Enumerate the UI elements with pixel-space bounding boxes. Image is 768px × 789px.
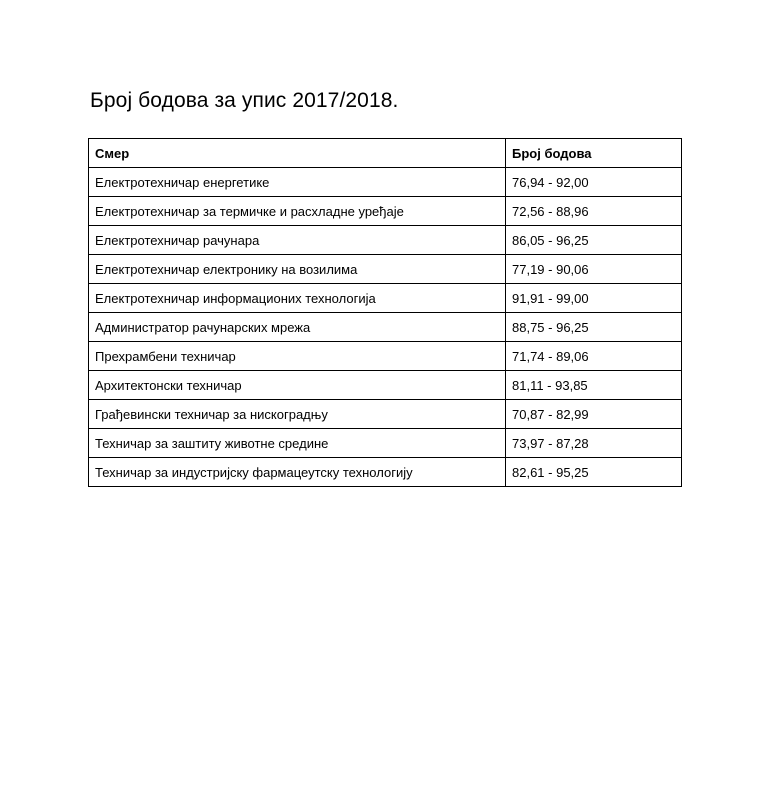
points-cell: 86,05 - 96,25 bbox=[506, 226, 682, 255]
program-cell: Техничар за индустријску фармацеутску технологију bbox=[89, 458, 506, 487]
table-row bbox=[89, 429, 682, 458]
table-row bbox=[89, 313, 682, 342]
table-row bbox=[89, 226, 682, 255]
points-cell: 72,56 - 88,96 bbox=[506, 197, 682, 226]
column-header-points: Број бодова bbox=[506, 139, 682, 168]
program-cell: Техничар за заштиту животне средине bbox=[89, 429, 506, 458]
column-header-program: Смер bbox=[89, 139, 506, 168]
points-cell: 88,75 - 96,25 bbox=[506, 313, 682, 342]
table-row bbox=[89, 458, 682, 487]
program-cell: Електротехничар електронику на возилима bbox=[89, 255, 506, 284]
page-title: Број бодова за упис 2017/2018. bbox=[90, 89, 399, 112]
points-cell: 77,19 - 90,06 bbox=[506, 255, 682, 284]
program-cell: Администратор рачунарских мрежа bbox=[89, 313, 506, 342]
points-cell: 73,97 - 87,28 bbox=[506, 429, 682, 458]
table-row bbox=[89, 197, 682, 226]
program-cell: Електротехничар енергетике bbox=[89, 168, 506, 197]
table-row bbox=[89, 342, 682, 371]
table-row bbox=[89, 371, 682, 400]
program-cell: Електротехничар за термичке и расхладне уређаје bbox=[89, 197, 506, 226]
points-cell: 82,61 - 95,25 bbox=[506, 458, 682, 487]
table-header-row bbox=[89, 139, 682, 168]
points-cell: 70,87 - 82,99 bbox=[506, 400, 682, 429]
program-cell: Електротехничар информационих технологија bbox=[89, 284, 506, 313]
table-row bbox=[89, 255, 682, 284]
points-cell: 76,94 - 92,00 bbox=[506, 168, 682, 197]
program-cell: Архитектонски техничар bbox=[89, 371, 506, 400]
table-row bbox=[89, 400, 682, 429]
points-cell: 71,74 - 89,06 bbox=[506, 342, 682, 371]
table-row bbox=[89, 284, 682, 313]
admission-points-table bbox=[88, 138, 682, 487]
points-cell: 81,11 - 93,85 bbox=[506, 371, 682, 400]
program-cell: Грађевински техничар за нискоградњу bbox=[89, 400, 506, 429]
points-cell: 91,91 - 99,00 bbox=[506, 284, 682, 313]
program-cell: Прехрамбени техничар bbox=[89, 342, 506, 371]
program-cell: Електротехничар рачунара bbox=[89, 226, 506, 255]
table-row bbox=[89, 168, 682, 197]
